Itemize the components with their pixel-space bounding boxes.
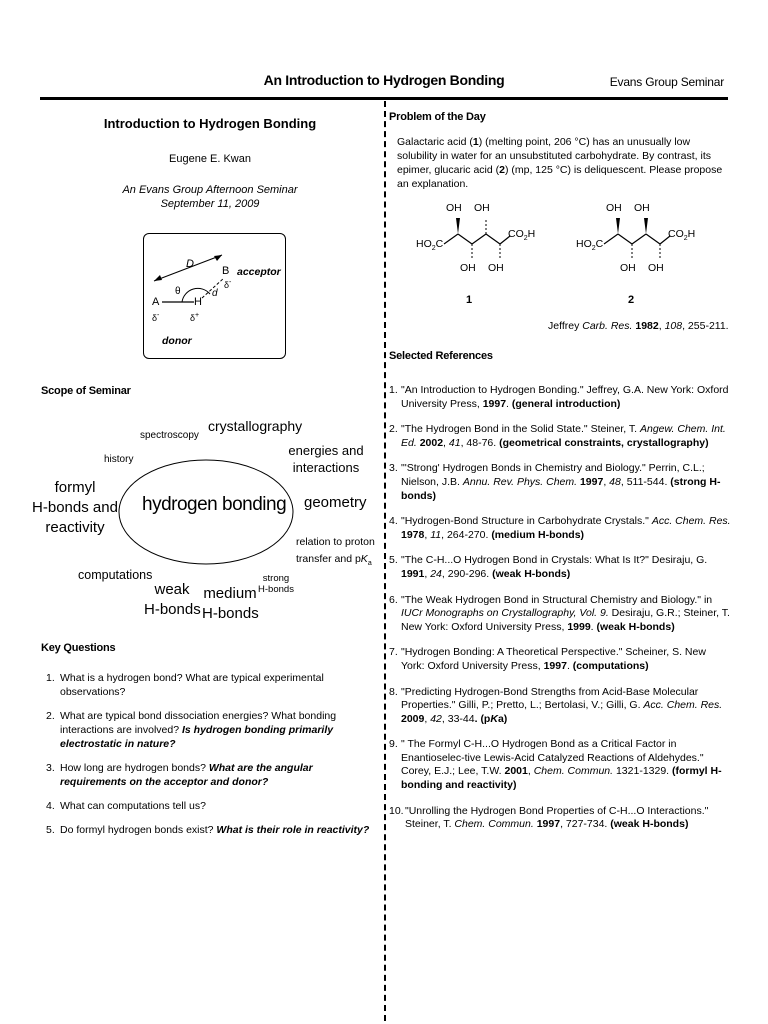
references-list bbox=[389, 384, 731, 844]
reference-item: 10. "Unrolling the Hydrogen Bond Properties of C-H...O Interactions." Steiner, T. Chem. Commun. 1997, 727-734. (weak H-bonds) bbox=[389, 804, 709, 831]
label-delta-B: δ- bbox=[224, 279, 232, 290]
topic-medium-hbonds: medium H-bonds bbox=[202, 585, 259, 622]
key-questions-list bbox=[46, 671, 378, 847]
topic-spectroscopy: spectroscopy bbox=[140, 430, 199, 441]
reference-item: 9. " The Formyl C-H...O Hydrogen Bond as a Critical Factor in Enantioselec-tive Lewis-Acid Catalyzed Reactions of Aldehydes." Corey, E.J.; Lee, T.W. 2001, Chem. Commun. 1321-1329. (formyl H-bonding and reactivity) bbox=[389, 738, 722, 792]
label-theta: θ bbox=[175, 286, 181, 297]
seminar-title: Introduction to Hydrogen Bonding bbox=[103, 116, 317, 131]
column-divider bbox=[384, 101, 386, 1021]
reference-item: 4. "Hydrogen-Bond Structure in Carbohydrate Crystals." Acc. Chem. Res. 1978, 11, 264-270. (medium H-bonds) bbox=[389, 515, 731, 541]
reference-item: 6. "The Weak Hydrogen Bond in Structural Chemistry and Biology." in IUCr Monographs on Crystallography, Vol. 9. Desiraju, G.R.; Steiner, T. New York: Oxford University Press, 1999. (weak H-bonds) bbox=[389, 593, 730, 633]
topic-crystallography: crystallography bbox=[208, 418, 303, 434]
reference-item: 1. "An Introduction to Hydrogen Bonding." Jeffrey, G.A. New York: Oxford University Press, 1997. (general introduction) bbox=[389, 384, 729, 410]
label-HO2C: $HO_2C$ bbox=[576, 238, 604, 253]
hbond-geometry-figure bbox=[143, 233, 286, 359]
label-A: A bbox=[152, 296, 160, 308]
problem-citation: Jeffrey Carb. Res. 1982, 108, 255-211. bbox=[548, 320, 729, 332]
reference-item: 5. "The C-H...O Hydrogen Bond in Crystals: What Is It?" Desiraju, G. 1991, 24, 290-296. (weak H-bonds) bbox=[389, 554, 708, 580]
key-questions-heading: Key Questions bbox=[41, 642, 116, 654]
topic-history: history bbox=[104, 454, 134, 465]
label-donor: donor bbox=[162, 335, 192, 347]
topic-computations: computations bbox=[78, 568, 153, 582]
topic-formyl: formyl H-bonds and reactivity bbox=[32, 479, 118, 536]
seminar-occasion bbox=[40, 183, 380, 211]
topic-geometry: geometry bbox=[304, 494, 367, 511]
reference-item: 3. "'Strong' Hydrogen Bonds in Chemistry and Biology." Perrin, C.L.; Nielson, J.B. Annu. Rev. Phys. Chem. 1997, 48, 511-544. (strong H-bonds) bbox=[389, 462, 721, 502]
label-OH: OH bbox=[606, 202, 622, 214]
compound-number-2: 2 bbox=[628, 294, 635, 306]
structure-glucaric-acid bbox=[570, 198, 700, 310]
seminar-author: Eugene E. Kwan bbox=[169, 153, 251, 165]
question-item: 2. What are typical bond dissociation energies? What bonding interactions are involved? Is hydrogen bonding primarily electrostatic in nature? bbox=[46, 710, 337, 750]
label-OH: OH bbox=[634, 202, 650, 214]
label-CO2H: $CO_2H$ bbox=[508, 228, 536, 243]
problem-text: Galactaric acid (1) (melting point, 206 °C) has an unusually low solubility in water for an unsubstituted carbohydrate. By contrast, its epimer, glucaric acid (2) (mp, 125 °C) is deliquescent. Please propose an explanation. bbox=[397, 136, 723, 190]
scope-mindmap bbox=[32, 410, 380, 632]
question-item: 3. How long are hydrogen bonds? What are the angular requirements on the acceptor and donor? bbox=[46, 762, 313, 788]
occasion-date: September 11, 2009 bbox=[160, 198, 260, 210]
label-OH: OH bbox=[474, 202, 490, 214]
label-delta-H: δ+ bbox=[190, 312, 200, 323]
question-item: 5. Do formyl hydrogen bonds exist? What is their role in reactivity? bbox=[46, 824, 370, 836]
topic-weak-hbonds: weak H-bonds bbox=[144, 581, 201, 618]
document-group-label: Evans Group Seminar bbox=[609, 75, 724, 89]
header-rule bbox=[40, 97, 728, 100]
arrowhead-icon bbox=[154, 275, 162, 281]
label-CO2H: $CO_2H$ bbox=[668, 228, 696, 243]
topic-strong-hbonds: strong H-bonds bbox=[258, 573, 294, 595]
label-d: d bbox=[212, 288, 218, 299]
scope-heading: Scope of Seminar bbox=[41, 385, 131, 397]
structure-1-drawing bbox=[410, 198, 540, 310]
label-B: B bbox=[222, 265, 230, 277]
occasion-line: An Evans Group Afternoon Seminar bbox=[122, 184, 298, 196]
label-acceptor: acceptor bbox=[237, 266, 281, 278]
label-OH: OH bbox=[648, 262, 664, 274]
mindmap-center: hydrogen bonding bbox=[142, 494, 287, 515]
reference-item: 7. "Hydrogen Bonding: A Theoretical Perspective." Scheiner, S. New York: Oxford University Press, 1997. (computations) bbox=[389, 646, 706, 672]
reference-item: 8. "Predicting Hydrogen-Bond Strengths from Acid-Base Molecular Properties." Gilli, P.; Pretto, L.; Bertolasi, V.; Gilli, G. Acc. Chem. Res. 2009, 42, 33-44. (pKa) bbox=[389, 685, 723, 725]
label-OH: OH bbox=[620, 262, 636, 274]
topic-proton-transfer: relation to proton transfer and $pK_a$ bbox=[296, 536, 375, 568]
label-OH: OH bbox=[460, 262, 476, 274]
label-delta-A: δ- bbox=[152, 312, 160, 323]
compound-number-1: 1 bbox=[466, 294, 473, 306]
label-OH: OH bbox=[488, 262, 504, 274]
problem-heading: Problem of the Day bbox=[389, 111, 486, 123]
label-OH: OH bbox=[446, 202, 462, 214]
label-HO2C: $HO_2C$ bbox=[416, 238, 444, 253]
reference-item: 2. "The Hydrogen Bond in the Solid State." Steiner, T. Angew. Chem. Int. Ed. 2002, 41, 48-76. (geometrical constraints, crystallography) bbox=[389, 423, 726, 449]
structure-2-drawing bbox=[570, 198, 700, 310]
question-item: 1. What is a hydrogen bond? What are typical experimental observations? bbox=[46, 672, 324, 698]
question-item: 4. What can computations tell us? bbox=[46, 800, 206, 812]
label-H: H bbox=[194, 296, 202, 308]
structure-galactaric-acid bbox=[410, 198, 540, 310]
topic-energies: energies and interactions bbox=[288, 443, 364, 475]
label-D: D bbox=[186, 258, 194, 270]
references-heading: Selected References bbox=[389, 350, 493, 362]
document-title: An Introduction to Hydrogen Bonding bbox=[263, 72, 505, 88]
